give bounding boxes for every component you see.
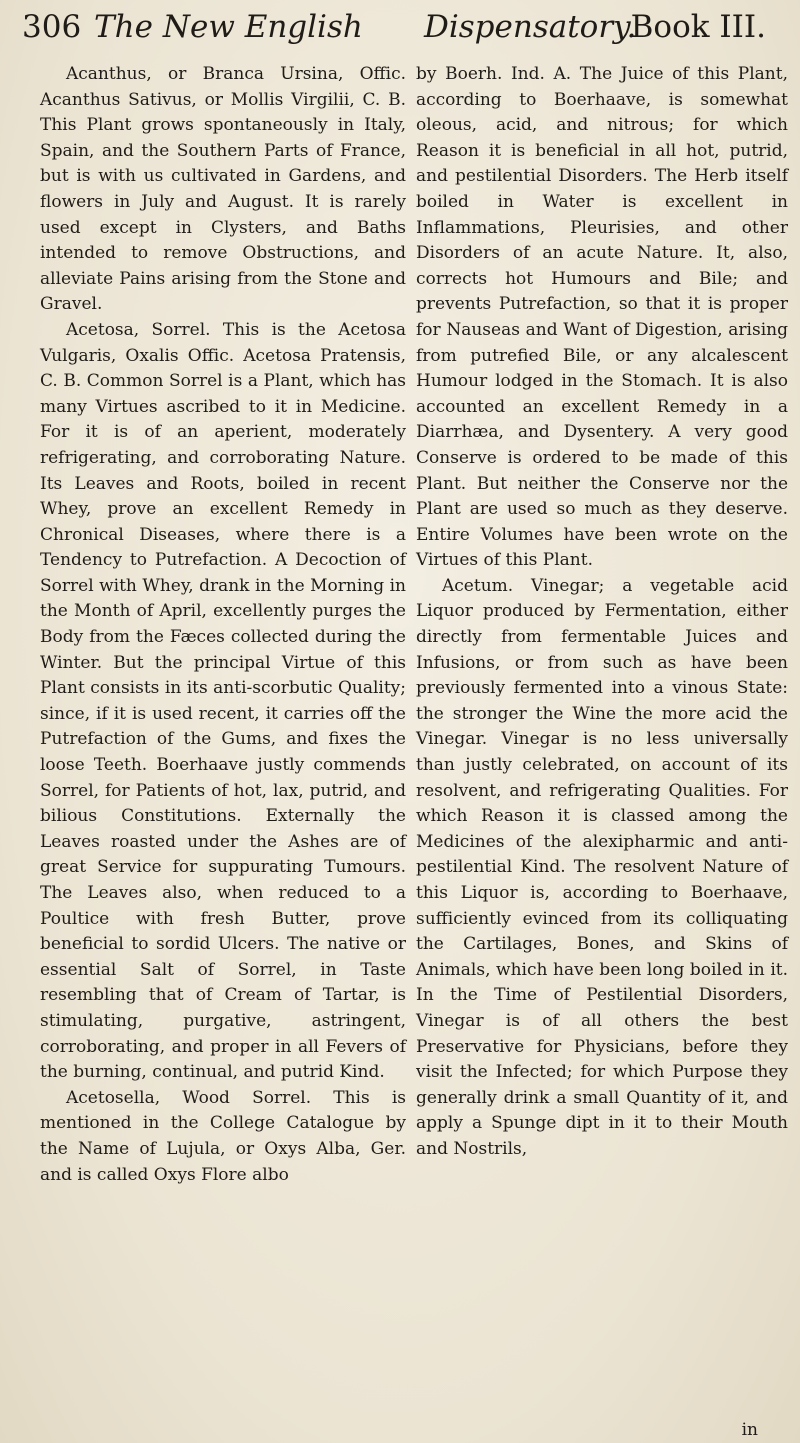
catchword: in xyxy=(741,1420,758,1440)
page-number: 306 xyxy=(22,9,82,45)
left-column xyxy=(40,62,406,1188)
right-column xyxy=(416,62,788,1163)
book-number: Book III. xyxy=(630,9,766,45)
running-header xyxy=(14,4,786,50)
entry-acetosa: Acetosa, Sorrel. This is the Acetosa Vulgaris, Oxalis Offic. Acetosa Pratensis, C. B. Common Sorrel is a Plant, which has many Virtues ascribed to it in Medicine. For it is of an aperient, moderately refrigerating, and corroborating Nature. Its Leaves and Roots, boiled in recent Whey, prove an excellent Remedy in Chronical Diseases, where there is a Tendency to Putrefaction. A Decoction of Sorrel with Whey, drank in the Morning in the Month of April, excellently purges the Body from the Fæces collected during the Winter. But the principal Virtue of this Plant consists in its anti-scorbutic Quality; since, if it is used recent, it carries off the Putrefaction of the Gums, and fixes the loose Teeth. Boerhaave justly commends Sorrel, for Patients of hot, lax, putrid, and bilious Constitutions. Externally the Leaves roasted under the Ashes are of great Service for suppurating Tumours. The Leaves also, when reduced to a Poultice with fresh Butter, prove beneficial to sordid Ulcers. The native or essential Salt of Sorrel, in Taste resembling that of Cream of Tartar, is stimulating, purgative, astringent, corroborating, and proper in all Fevers of the burning, continual, and putrid Kind. xyxy=(40,319,406,1083)
header-title-right: Dispensatory. xyxy=(424,9,637,45)
entry-acetosella-continued: by Boerh. Ind. A. The Juice of this Plant, according to Boerhaave, is somewhat oleous, acid, and nitrous; for which Reason it is beneficial in all hot, putrid, and pestilential Disorders. The Herb itself boiled in Water is excellent in Inflammations, Pleurisies, and other Disorders of an acute Nature. It, also, corrects hot Humours and Bile; and prevents Putrefaction, so that it is proper for Nauseas and Want of Digestion, arising from putrefied Bile, or any alcalescent Humour lodged in the Stomach. It is also accounted an excellent Remedy in a Diarrhæa, and Dysentery. A very good Conserve is ordered to be made of this Plant. But neither the Conserve nor the Plant are used so much as they deserve. Entire Volumes have been wrote on the Virtues of this Plant. xyxy=(416,64,788,571)
entry-acetosella: Acetosella, Wood Sorrel. This is mentioned in the College Catalogue by the Name of Lujula, or Oxys Alba, Ger. and is called Oxys Flore albo xyxy=(40,1087,406,1185)
entry-acanthus: Acanthus, or Branca Ursina, Offic. Acanthus Sativus, or Mollis Virgilii, C. B. This Plant grows spontaneously in Italy, Spain, and the Southern Parts of France, but is with us cultivated in Gardens, and flowers in July and August. It is rarely used except in Clysters, and Baths intended to remove Obstructions, and alleviate Pains arising from the Stone and Gravel. xyxy=(40,64,406,315)
header-title-left: The New English xyxy=(94,9,363,45)
entry-acetum: Acetum. Vinegar; a vegetable acid Liquor produced by Fermentation, either directly from fermentable Juices and Infusions, or from such as have been previously fermented into a vinous State: the stronger the Wine the more acid the Vinegar. Vinegar is no less universally than justly celebrated, on account of its resolvent, and refrigerating Qualities. For which Reason it is classed among the Medicines of the alexipharmic and anti-pestilential Kind. The resolvent Nature of this Liquor is, according to Boerhaave, sufficiently evinced from its colliquating the Cartilages, Bones, and Skins of Animals, which have been long boiled in it. In the Time of Pestilential Disorders, Vinegar is of all others the best Preservative for Physicians, before they visit the Infected; for which Purpose they generally drink a small Quantity of it, and apply a Spunge dipt in it to their Mouth and Nostrils, xyxy=(416,575,788,1159)
